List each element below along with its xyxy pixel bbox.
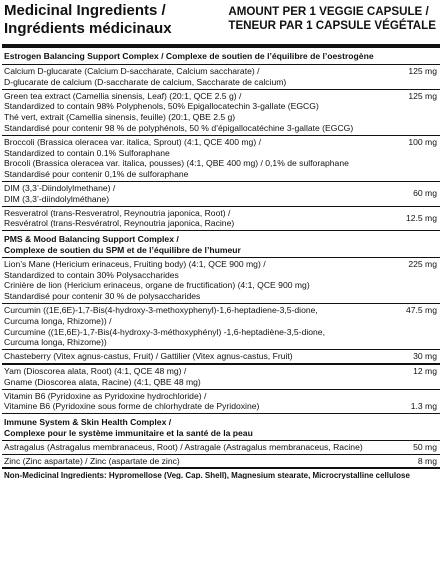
ingredient-line: Vitamin B6 (Pyridoxine as Pyridoxine hydrochloride) / xyxy=(4,390,207,401)
header-amount-fr: TENEUR PAR 1 CAPSULE VÉGÉTALE xyxy=(228,19,436,32)
section-title-en: Immune System & Skin Health Complex / xyxy=(4,417,172,428)
ingredient-line: Zinc (Zinc aspartate) / Zinc (aspartate de zinc) xyxy=(4,455,180,466)
ingredient-line: Calcium D-glucarate (Calcium D-saccharate, Calcium saccharate) / xyxy=(4,66,260,76)
ingredient-row-yam xyxy=(2,365,440,390)
ingredient-description xyxy=(4,91,408,134)
ingredient-row-green-tea xyxy=(2,90,440,136)
ingredient-amount: 8 mg xyxy=(417,455,437,466)
ingredient-line: Curcuma longa, Rhizome)) / xyxy=(4,315,112,326)
ingredient-line: Resveratrol (trans-Resveratrol, Reynoutria japonica, Root) / xyxy=(4,207,231,218)
ingredient-description xyxy=(4,456,418,467)
panel-header xyxy=(2,0,440,48)
ingredient-amount: 12 mg xyxy=(413,365,437,376)
ingredient-row-vitamin-b6 xyxy=(2,390,440,415)
ingredient-line: DIM (3,3’-diindolylméthane) xyxy=(4,193,110,204)
ingredient-line: Standardized to contain 30% Polysaccharides xyxy=(4,269,179,280)
ingredient-amount: 1.3 mg xyxy=(410,401,437,412)
ingredient-line: Gname (Dioscorea alata, Racine) (4:1, QBE 48 mg) xyxy=(4,376,201,387)
ingredient-amount: 60 mg xyxy=(413,188,437,199)
ingredient-description xyxy=(4,391,411,413)
ingredient-row-dim xyxy=(2,182,440,207)
ingredient-row-chasteberry xyxy=(2,350,440,365)
ingredient-description xyxy=(4,259,408,302)
non-medicinal-ingredients: Non-Medicinal Ingredients: Hypromellose (Veg. Cap. Shell), Magnesium stearate, Microcrystalline cellulose xyxy=(4,471,410,480)
section-estrogen: Estrogen Balancing Support Complex / Complexe de soutien de l’équilibre de l’oestrogène xyxy=(2,48,440,65)
ingredient-line: Curcumine ((1E,6E)-1,7-Bis(4-hydroxy-3-méthoxyphényl) -1,6-heptadiène-3,5-dione, xyxy=(4,326,325,337)
header-amount-en: AMOUNT PER 1 VEGGIE CAPSULE / xyxy=(228,5,429,18)
ingredient-line: Standardized to contain 98% Polyphenols, 50% Epigallocatechin 3-gallate (EGCG) xyxy=(4,101,319,112)
ingredient-line: Standardisé pour contenir 30 % de polysaccharides xyxy=(4,291,201,302)
ingredient-amount: 100 mg xyxy=(408,136,437,147)
header-title-en: Medicinal Ingredients / xyxy=(4,2,166,19)
section-title-fr: Complexe de soutien du SPM et de l’équilibre de l’humeur xyxy=(4,244,241,255)
ingredient-line: Curcumin ((1E,6E)-1,7-Bis(4-hydroxy-3-methoxyphenyl)-1,6-heptadiene-3,5-dione, xyxy=(4,304,318,315)
ingredient-amount: 225 mg xyxy=(408,258,437,269)
section-title-en: PMS & Mood Balancing Support Complex / xyxy=(4,234,179,245)
ingredient-row-zinc xyxy=(2,455,440,470)
ingredient-row-broccoli xyxy=(2,136,440,182)
ingredient-description xyxy=(4,351,413,362)
section-pms-mood xyxy=(2,231,440,258)
ingredient-line: Astragalus (Astragalus membranaceus, Root) / Astragale (Astragalus membranaceus, Racine) xyxy=(4,441,363,452)
ingredient-amount: 125 mg xyxy=(408,90,437,101)
ingredient-line: Standardized to contain 0.1% Sulforaphane xyxy=(4,147,170,158)
ingredient-line: Vitamine B6 (Pyridoxine sous forme de chlorhydrate de Pyridoxine) xyxy=(4,401,260,412)
ingredient-line: D-glucarate de calcium (D-saccharate de calcium, Saccharate de calcium) xyxy=(4,76,287,87)
ingredient-line: Resvératrol (trans-Resvératrol, Reynoutria japonica, Racine) xyxy=(4,218,235,229)
ingredient-amount: 12.5 mg xyxy=(405,212,437,223)
header-title xyxy=(4,2,172,38)
ingredient-line: Green tea extract (Camellia sinensis, Leaf) (20:1, QCE 2.5 g) / xyxy=(4,90,242,101)
ingredient-line: Thé vert, extrait (Camellia sinensis, feuille) (20:1, QBE 2.5 g) xyxy=(4,112,236,123)
ingredient-line: Broccoli (Brassica oleracea var. italica, Sprout) (4:1, QCE 400 mg) / xyxy=(4,136,261,147)
section-immune-skin xyxy=(2,414,440,441)
ingredient-line: Curcuma longa, Rhizome)) xyxy=(4,337,107,348)
ingredient-amount: 50 mg xyxy=(413,441,437,452)
ingredient-line: Chasteberry (Vitex agnus-castus, Fruit) / Gattilier (Vitex agnus-castus, Fruit) xyxy=(4,351,293,362)
ingredient-row-calcium xyxy=(2,65,440,90)
ingredient-row-astragalus xyxy=(2,441,440,455)
ingredient-description xyxy=(4,366,413,388)
ingredient-description xyxy=(4,208,406,230)
ingredient-line: Crinière de lion (Hericium erinaceus, organe de fructification) (4:1, QCE 900 mg) xyxy=(4,280,310,291)
ingredient-row-curcumin xyxy=(2,304,440,350)
ingredient-amount: 47.5 mg xyxy=(405,304,437,315)
ingredient-line: Standardisé pour contenir 98 % de polyphénols, 50 % d’épigallocatéchine 3-gallate (EGCG) xyxy=(4,122,354,133)
ingredient-row-resveratrol xyxy=(2,207,440,232)
section-title-fr: Complexe pour le système immunitaire et la santé de la peau xyxy=(4,427,253,438)
ingredient-row-lions-mane xyxy=(2,258,440,304)
ingredient-description xyxy=(4,305,406,348)
ingredient-description xyxy=(4,183,413,205)
ingredient-line: DIM (3,3’-Diindolylmethane) / xyxy=(4,182,116,193)
ingredient-amount: 30 mg xyxy=(413,351,437,362)
header-title-fr: Ingrédients médicinaux xyxy=(4,20,172,37)
ingredient-line: Standardisé pour contenir 0,1% de sulforaphane xyxy=(4,169,189,180)
ingredient-line: Brocoli (Brassica oleracea var. italica, pousses) (4:1, QBE 400 mg) / 0,1% de sulforaphane xyxy=(4,158,349,169)
ingredient-amount: 125 mg xyxy=(408,66,437,76)
ingredient-line: Lion’s Mane (Hericium erinaceus, Fruiting body) (4:1, QCE 900 mg) / xyxy=(4,258,266,269)
header-amount xyxy=(228,2,438,33)
ingredient-description xyxy=(4,137,408,180)
ingredient-description xyxy=(4,66,408,88)
ingredient-line: Yam (Dioscorea alata, Root) (4:1, QCE 48 mg) / xyxy=(4,365,187,376)
supplement-facts-panel xyxy=(2,0,440,479)
ingredient-description xyxy=(4,442,413,453)
